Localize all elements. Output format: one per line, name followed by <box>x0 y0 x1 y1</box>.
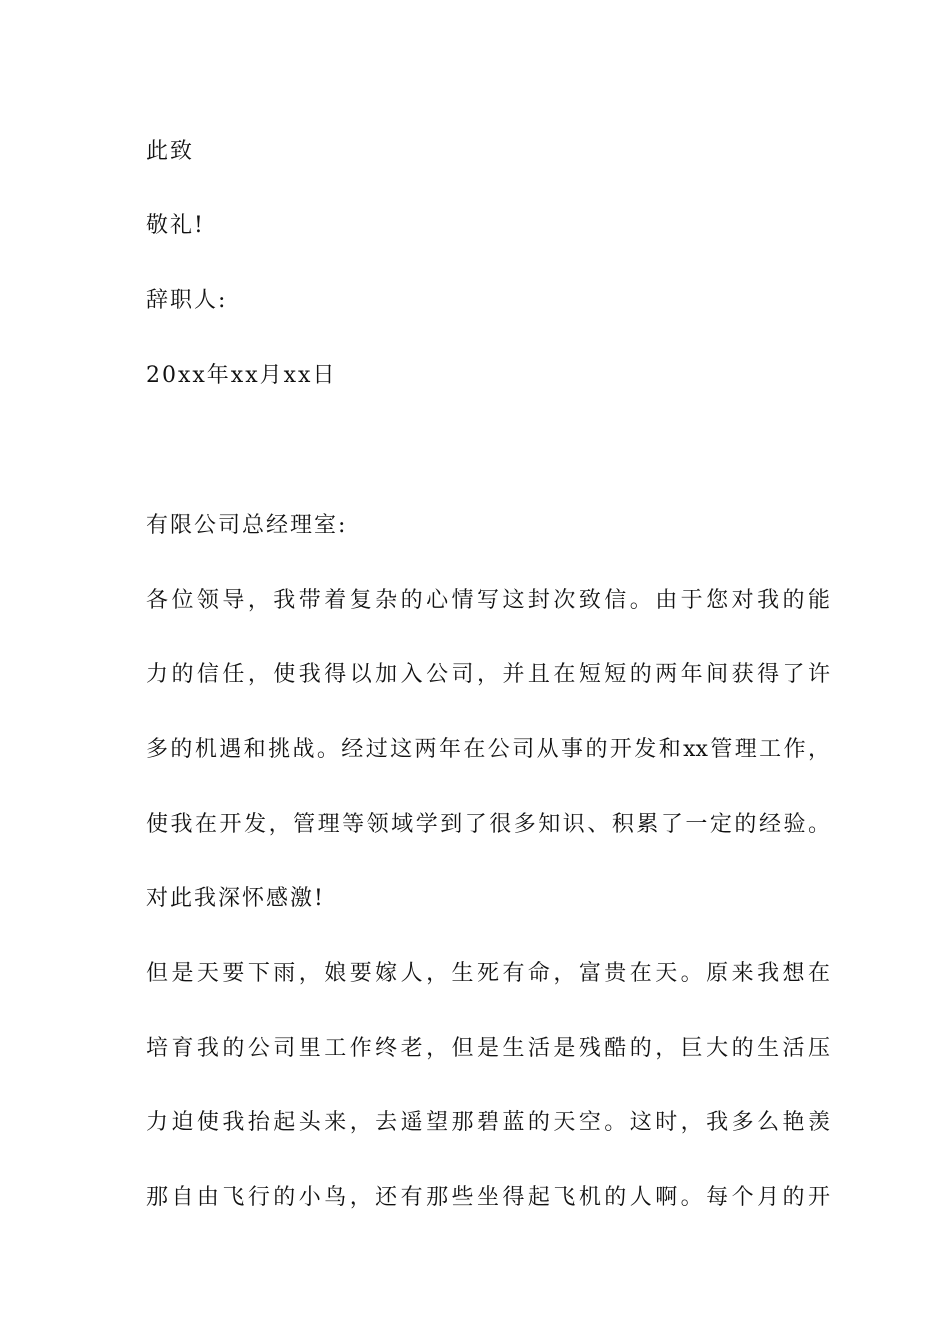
paragraph-line: 力迫使我抬起头来，去遥望那碧蓝的天空。这时，我多么艳羡 <box>146 1110 830 1135</box>
paragraph-line: 对此我深怀感激! <box>146 886 325 911</box>
paragraph-line: 培育我的公司里工作终老，但是生活是残酷的，巨大的生活压 <box>146 1036 830 1061</box>
date-line: 20xx年xx月xx日 <box>146 363 337 388</box>
closing-line-cizhi: 此致 <box>146 139 195 164</box>
paragraph-line: 各位领导，我带着复杂的心情写这封次致信。由于您对我的能 <box>146 588 830 613</box>
closing-line-jingli: 敬礼! <box>146 213 205 238</box>
paragraph-line: 那自由飞行的小鸟，还有那些坐得起飞机的人啊。每个月的开 <box>146 1185 830 1210</box>
signer-label: 辞职人: <box>146 288 228 313</box>
paragraph-line: 使我在开发，管理等领域学到了很多知识、积累了一定的经验。 <box>146 812 830 837</box>
addressee: 有限公司总经理室: <box>146 513 348 538</box>
paragraph-line: 多的机遇和挑战。经过这两年在公司从事的开发和xx管理工作， <box>146 737 830 762</box>
paragraph-line: 力的信任，使我得以加入公司，并且在短短的两年间获得了许 <box>146 662 830 687</box>
paragraph-line: 但是天要下雨，娘要嫁人，生死有命，富贵在天。原来我想在 <box>146 961 830 986</box>
